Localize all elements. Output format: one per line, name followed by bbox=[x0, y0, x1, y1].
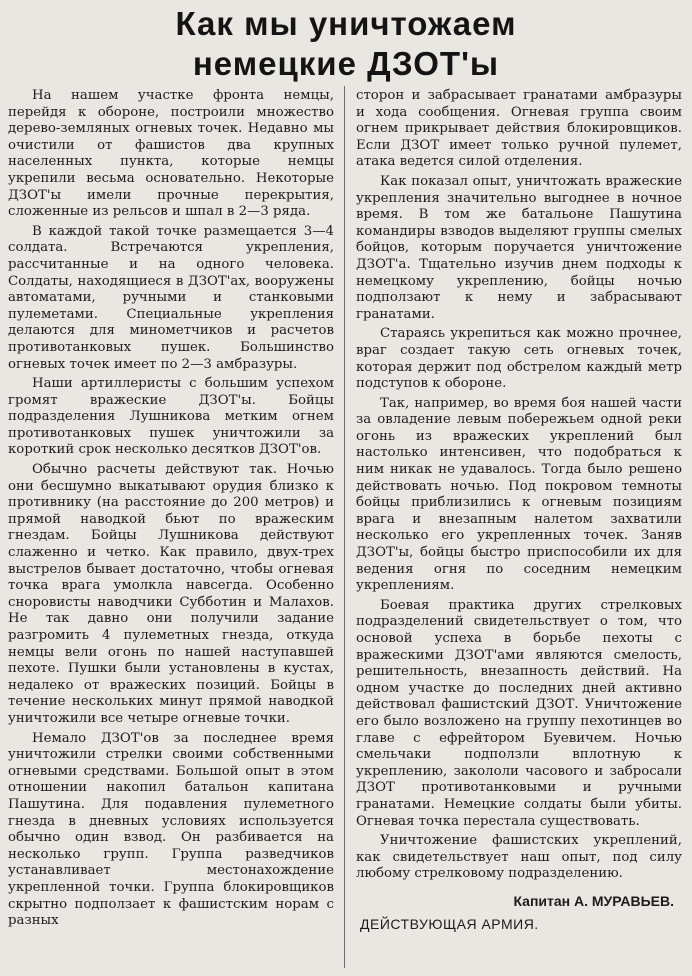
paragraph: Уничтожение фашистских укреплений, как свидетельствует наш опыт, под силу любому стрелковому подразделению. bbox=[356, 833, 682, 882]
headline-line-1: Как мы уничтожаем bbox=[175, 5, 517, 42]
paragraph: На нашем участке фронта немцы, перейдя к обороне, построили множество дерево-земляных огневых точек. Недавно мы очистили от фашистов два крупных населенных пункта, которые немцы укрепили весьма основательно. Некоторые ДЗОТ'ы имели прочные перекрытия, сложенные из рельсов и шпал в 2—3 ряда. bbox=[8, 88, 334, 220]
paragraph: В каждой такой точке размещается 3—4 солдата. Встречаются укрепления, рассчитанные и на одного человека. Солдаты, находящиеся в ДЗОТ'ах, вооружены автоматами, ручными и станковыми пулеметами. Специальные укрепления делаются для минометчиков и расчетов противотанковых пушек. Большинство огневых точек имеет по 2—3 амбразуры. bbox=[8, 223, 334, 372]
paragraph: Стараясь укрепиться как можно прочнее, враг создает такую сеть огневых точек, которая держит под обстрелом каждый метр подступов к обороне. bbox=[356, 326, 682, 392]
headline bbox=[0, 4, 692, 84]
headline-line-2: немецкие ДЗОТ'ы bbox=[192, 45, 500, 82]
paragraph: Наши артиллеристы с большим успехом громят вражеские ДЗОТ'ы. Бойцы подразделения Лушникова метким огнем противотанковых пушек уничтожили за короткий срок несколько десятков ДЗОТ'ов. bbox=[8, 376, 334, 458]
author-signature: Капитан А. МУРАВЬЕВ. bbox=[513, 892, 674, 909]
paragraph: Так, например, во время боя нашей части за овладение левым побережьем одной реки огонь из вражеских укреплений был настолько интенсивен, что подобраться к ним никак не удавалось. Тогда было решено действовать ночью. Под покровом темноты бойцы приблизились к огневым позициям врага и внезапным налетом захватили несколько его укрепленных точек. Заняв ДЗОТ'ы, бойцы быстро приспособили их для ведения огня по соседним немецким укреплениям. bbox=[356, 395, 682, 594]
paragraph: Немало ДЗОТ'ов за последнее время уничтожили стрелки своими собственными огневыми средствами. Большой опыт в этом отношении накопил батальон капитана Пашутина. Для подавления пулеметного гнезда в дневных условиях используется обычно один взвод. Он разбивается на несколько групп. Группа разведчиков устанавливает местонахождение укрепленной точки. Группа блокировщиков скрытно подползает к фашистским норам с разных bbox=[8, 730, 334, 929]
paragraph: Обычно расчеты действуют так. Ночью они бесшумно выкатывают орудия близко к противнику (на расстояние до 200 метров) и прямой наводкой бьют по вражеским гнездам. Бойцы Лушникова действуют слаженно и четко. Как правило, двух-трех выстрелов бывает достаточно, чтобы огневая точка врага умолкла навсегда. Особенно сноровисты наводчики Субботин и Малахов. Не так давно они получили задание разгромить 4 пулеметных гнезда, откуда немцы вели огонь по нашей наступавшей пехоте. Пушки были установлены в кустах, недалеко от вражеских позиций. Бойцы в течение нескольких минут прямой наводкой уничтожили все четыре огневые точки. bbox=[8, 462, 334, 726]
paragraph: Как показал опыт, уничтожать вражеские укрепления значительно выгоднее в ночное время. В том же батальоне Пашутина командиры взводов выделяют группы смелых бойцов, которым поручается уничтожение ДЗОТ'а. Тщательно изучив днем подходы к немецкому укреплению, бойцы ночью подползают к нему и забрасывают гранатами. bbox=[356, 173, 682, 322]
column-divider bbox=[344, 86, 345, 968]
left-column bbox=[8, 88, 334, 933]
paragraph: Боевая практика других стрелковых подразделений свидетельствует о том, что основой успеха в борьбе пехоты с вражескими ДЗОТ'ами являются смелость, решительность, внезапность действий. На одном участке до последних дней активно действовал фашистский ДЗОТ. Уничтожение его было возложено на группу пехотинцев во главе с ефрейтором Буевичем. Ночью смельчаки подползли вплотную к укреплению, закололи часового и забросали ДЗОТ противотанковыми и ручными гранатами. Немецкие солдаты были убиты. Огневая точка перестала существовать. bbox=[356, 597, 682, 829]
paragraph: сторон и забрасывает гранатами амбразуры и хода сообщения. Огневая группа своим огнем прикрывает действия блокировщиков. Если ДЗОТ имеет только ручной пулемет, атака ведется силой отделения. bbox=[356, 88, 682, 170]
right-column bbox=[356, 88, 682, 932]
dateline: ДЕЙСТВУЮЩАЯ АРМИЯ. bbox=[360, 915, 539, 932]
